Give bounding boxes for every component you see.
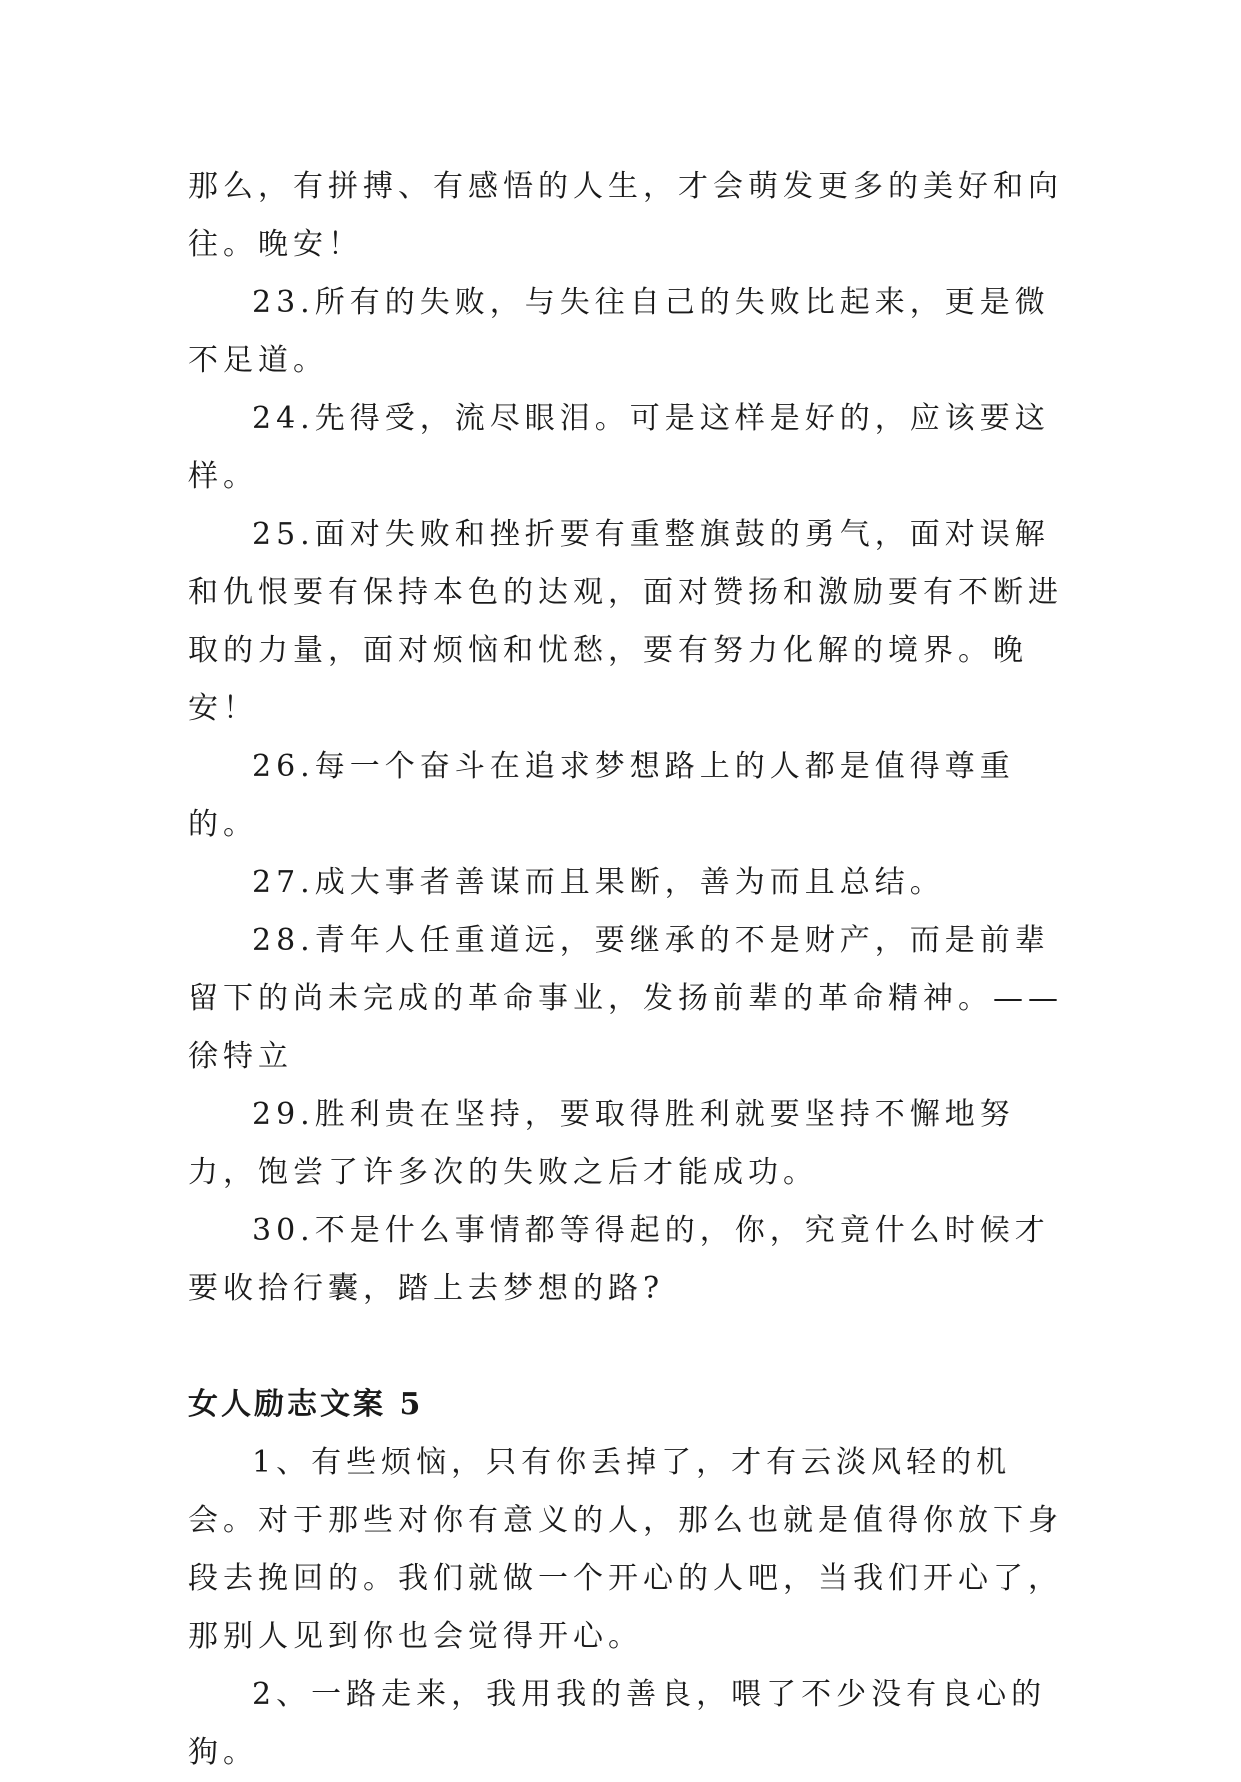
- paragraph-item-2: 2、一路走来，我用我的善良，喂了不少没有良心的狗。: [188, 1677, 1047, 1770]
- paragraph-item-23: 23.所有的失败，与失往自己的失败比起来，更是微不足道。: [188, 285, 1050, 378]
- paragraph-item-29: 29.胜利贵在坚持，要取得胜利就要坚持不懈地努力，饱尝了许多次的失败之后才能成功。: [188, 1097, 1015, 1190]
- section-heading: 女人励志文案 5: [188, 1387, 424, 1422]
- paragraph-item-24: 24.先得受，流尽眼泪。可是这样是好的，应该要这样。: [188, 401, 1050, 494]
- paragraph-item-30: 30.不是什么事情都等得起的，你，究竟什么时候才要收拾行囊，踏上去梦想的路?: [188, 1213, 1050, 1306]
- paragraph-item-27: 27.成大事者善谋而且果断，善为而且总结。: [252, 865, 945, 900]
- paragraph-item-28: 28.青年人任重道远，要继承的不是财产，而是前辈留下的尚未完成的革命事业，发扬前辈的革命精神。——徐特立: [188, 923, 1063, 1074]
- paragraph-item-26: 26.每一个奋斗在追求梦想路上的人都是值得尊重的。: [188, 749, 1015, 842]
- section-spacer: [188, 1318, 1068, 1376]
- paragraph-item-25: 25.面对失败和挫折要有重整旗鼓的勇气，面对误解和仇恨要有保持本色的达观，面对赞扬和激励要有不断进取的力量，面对烦恼和忧愁，要有努力化解的境界。晚安！: [188, 517, 1063, 726]
- document-body: [188, 158, 1068, 1782]
- paragraph-continued: 那么，有拼搏、有感悟的人生，才会萌发更多的美好和向往。晚安！: [188, 169, 1063, 262]
- paragraph-item-1: 1、有些烦恼，只有你丢掉了，才有云淡风轻的机会。对于那些对你有意义的人，那么也就是值得你放下身段去挽回的。我们就做一个开心的人吧，当我们开心了，那别人见到你也会觉得开心。: [188, 1445, 1063, 1654]
